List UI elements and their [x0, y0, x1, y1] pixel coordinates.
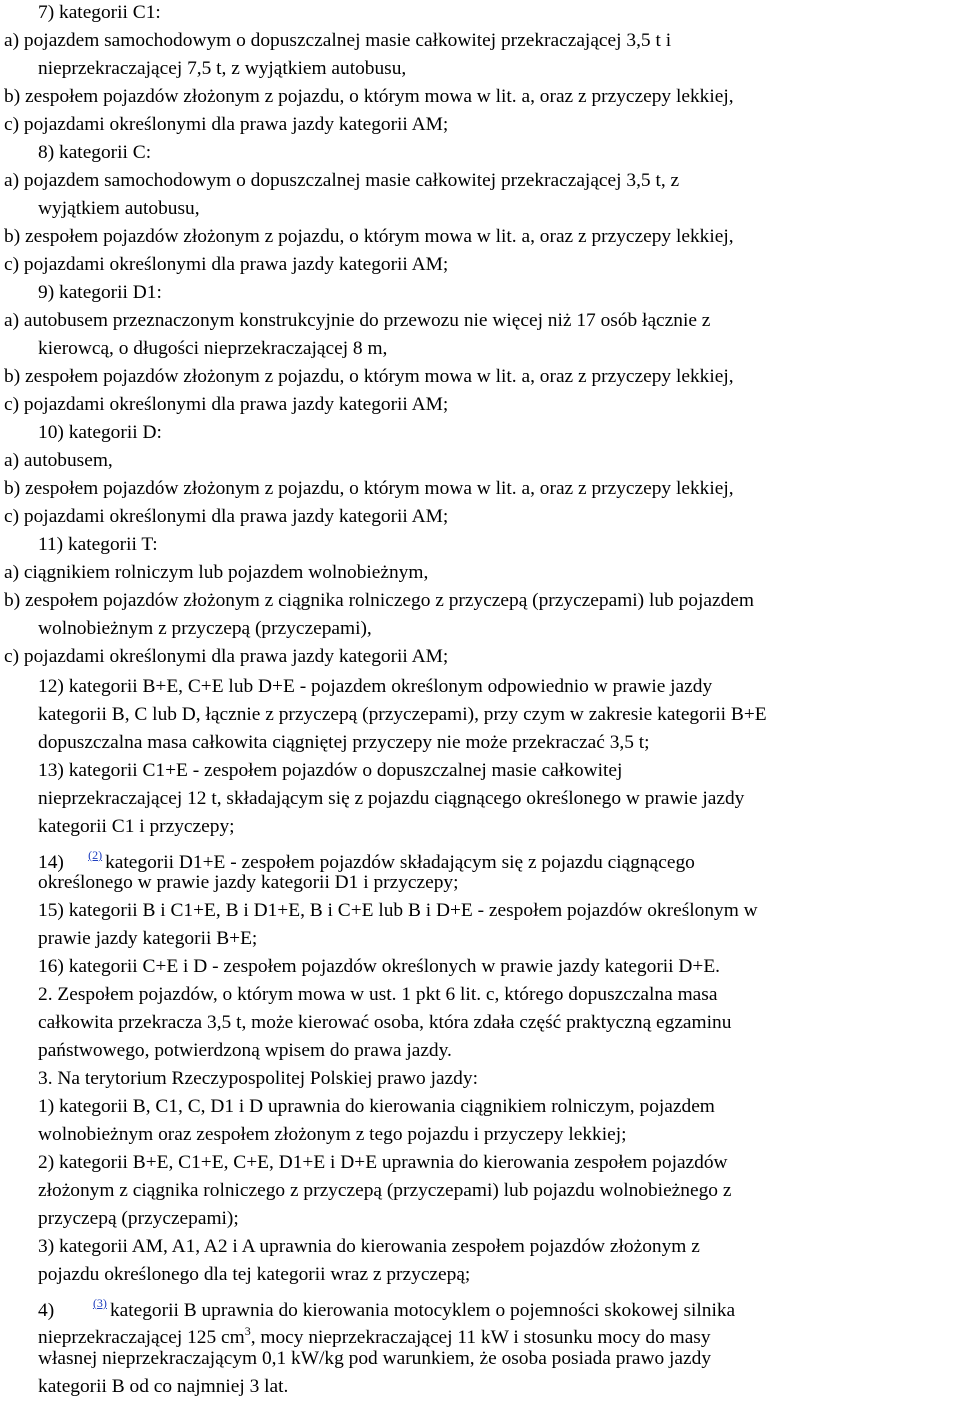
- numbered-item-text: kategorii B, C lub D, łącznie z przyczepą (przyczepami), przy czym w zakresie kategorii B+E: [38, 704, 767, 725]
- list-item-text: c) pojazdami określonymi dla prawa jazdy kategorii AM;: [4, 254, 449, 275]
- numbered-item-text: 16) kategorii C+E i D - zespołem pojazdów określonych w prawie jazdy kategorii D+E.: [38, 956, 721, 977]
- list-item-text: a) ciągnikiem rolniczym lub pojazdem wolnobieżnym,: [4, 562, 429, 583]
- numbered-item-text: kategorii B od co najmniej 3 lat.: [38, 1376, 289, 1397]
- numbered-item-text: określonego w prawie jazdy kategorii D1 i przyczepy;: [38, 872, 459, 893]
- footnote-link[interactable]: (2): [88, 848, 103, 862]
- list-item-text: a) autobusem,: [4, 450, 113, 471]
- section-heading-cat-9: 9) kategorii D1:: [38, 282, 162, 303]
- section-heading-cat-10: 10) kategorii D:: [38, 422, 162, 443]
- section-heading-cat-7: 7) kategorii C1:: [38, 2, 161, 23]
- section-heading-cat-8: 8) kategorii C:: [38, 142, 152, 163]
- numbered-item-text: 1) kategorii B, C1, C, D1 i D uprawnia do kierowania ciągnikiem rolniczym, pojazdem: [38, 1096, 715, 1117]
- numbered-item-text: 12) kategorii B+E, C+E lub D+E - pojazdem określonym odpowiednio w prawie jazdy: [38, 676, 713, 697]
- list-item-text: c) pojazdami określonymi dla prawa jazdy kategorii AM;: [4, 506, 449, 527]
- numbered-item-text: złożonym z ciągnika rolniczego z przyczepą (przyczepami) lub pojazdu wolnobieżnego z: [38, 1180, 732, 1201]
- paragraph-heading: 3. Na terytorium Rzeczypospolitej Polskiej prawo jazdy:: [38, 1068, 478, 1089]
- list-item-text: b) zespołem pojazdów złożonym z pojazdu, o którym mowa w lit. a, oraz z przyczepy lekkiej,: [4, 226, 734, 247]
- numbered-item-line: [38, 1320, 711, 1349]
- paragraph-text: państwowego, potwierdzoną wpisem do prawa jazdy.: [38, 1040, 452, 1061]
- list-item-text: kierowcą, o długości nieprzekraczającej 8 m,: [38, 338, 388, 359]
- list-item-text: b) zespołem pojazdów złożonym z pojazdu, o którym mowa w lit. a, oraz z przyczepy lekkiej,: [4, 478, 734, 499]
- numbered-item-text: wolnobieżnym oraz zespołem złożonym z tego pojazdu i przyczepy lekkiej;: [38, 1124, 627, 1145]
- paragraph-text: 2. Zespołem pojazdów, o którym mowa w ust. 1 pkt 6 lit. c, którego dopuszczalna masa: [38, 984, 718, 1005]
- numbered-item-text: 15) kategorii B i C1+E, B i D1+E, B i C+E lub B i D+E - zespołem pojazdów określonym w: [38, 900, 758, 921]
- list-item-text: a) autobusem przeznaczonym konstrukcyjnie do przewozu nie więcej niż 17 osób łącznie z: [4, 310, 711, 331]
- superscript-exponent: 3: [244, 1324, 251, 1338]
- list-item-text: b) zespołem pojazdów złożonym z pojazdu, o którym mowa w lit. a, oraz z przyczepy lekkiej,: [4, 366, 734, 387]
- numbered-item-text: pojazdu określonego dla tej kategorii wraz z przyczepą;: [38, 1264, 471, 1285]
- list-item-text: c) pojazdami określonymi dla prawa jazdy kategorii AM;: [4, 394, 449, 415]
- section-heading-cat-11: 11) kategorii T:: [38, 534, 158, 555]
- footnote-link[interactable]: (3): [92, 1296, 107, 1310]
- numbered-item-line: [38, 844, 695, 874]
- list-item-text: b) zespołem pojazdów złożonym z pojazdu, o którym mowa w lit. a, oraz z przyczepy lekkiej,: [4, 86, 734, 107]
- list-item-text: c) pojazdami określonymi dla prawa jazdy kategorii AM;: [4, 114, 449, 135]
- numbered-item-text: przyczepą (przyczepami);: [38, 1208, 239, 1229]
- item-number: 14): [38, 852, 64, 873]
- numbered-item-text: 13) kategorii C1+E - zespołem pojazdów o dopuszczalnej masie całkowitej: [38, 760, 623, 781]
- list-item-text: wyjątkiem autobusu,: [38, 198, 200, 219]
- numbered-item-text: dopuszczalna masa całkowita ciągniętej przyczepy nie może przekraczać 3,5 t;: [38, 732, 650, 753]
- numbered-item-text: kategorii C1 i przyczepy;: [38, 816, 235, 837]
- item-number: 4): [38, 1300, 55, 1321]
- list-item-text: c) pojazdami określonymi dla prawa jazdy kategorii AM;: [4, 646, 449, 667]
- numbered-item-line: [38, 1292, 735, 1322]
- item-text: nieprzekraczającej 125 cm: [38, 1327, 245, 1348]
- list-item-text: a) pojazdem samochodowym o dopuszczalnej masie całkowitej przekraczającej 3,5 t i: [4, 30, 672, 51]
- list-item-text: wolnobieżnym z przyczepą (przyczepami),: [38, 618, 372, 639]
- list-item-text: b) zespołem pojazdów złożonym z ciągnika rolniczego z przyczepą (przyczepami) lub pojazdem: [4, 590, 754, 611]
- numbered-item-text: 3) kategorii AM, A1, A2 i A uprawnia do kierowania zespołem pojazdów złożonym z: [38, 1236, 700, 1257]
- numbered-item-text: prawie jazdy kategorii B+E;: [38, 928, 258, 949]
- numbered-item-text: nieprzekraczającej 12 t, składającym się z pojazdu ciągnącego określonego w prawie jazdy: [38, 788, 745, 809]
- item-text: kategorii B uprawnia do kierowania motocyklem o pojemności skokowej silnika: [109, 1300, 736, 1321]
- list-item-text: nieprzekraczającej 7,5 t, z wyjątkiem autobusu,: [38, 58, 407, 79]
- numbered-item-text: 2) kategorii B+E, C1+E, C+E, D1+E i D+E uprawnia do kierowania zespołem pojazdów: [38, 1152, 728, 1173]
- paragraph-text: całkowita przekracza 3,5 t, może kierować osoba, która zdała część praktyczną egzaminu: [38, 1012, 732, 1033]
- item-text: , mocy nieprzekraczającej 11 kW i stosunku mocy do masy: [250, 1327, 711, 1348]
- item-text: kategorii D1+E - zespołem pojazdów składającym się z pojazdu ciągnącego: [105, 852, 695, 873]
- numbered-item-text: własnej nieprzekraczającym 0,1 kW/kg pod warunkiem, że osoba posiada prawo jazdy: [38, 1348, 712, 1369]
- list-item-text: a) pojazdem samochodowym o dopuszczalnej masie całkowitej przekraczającej 3,5 t, z: [4, 170, 680, 191]
